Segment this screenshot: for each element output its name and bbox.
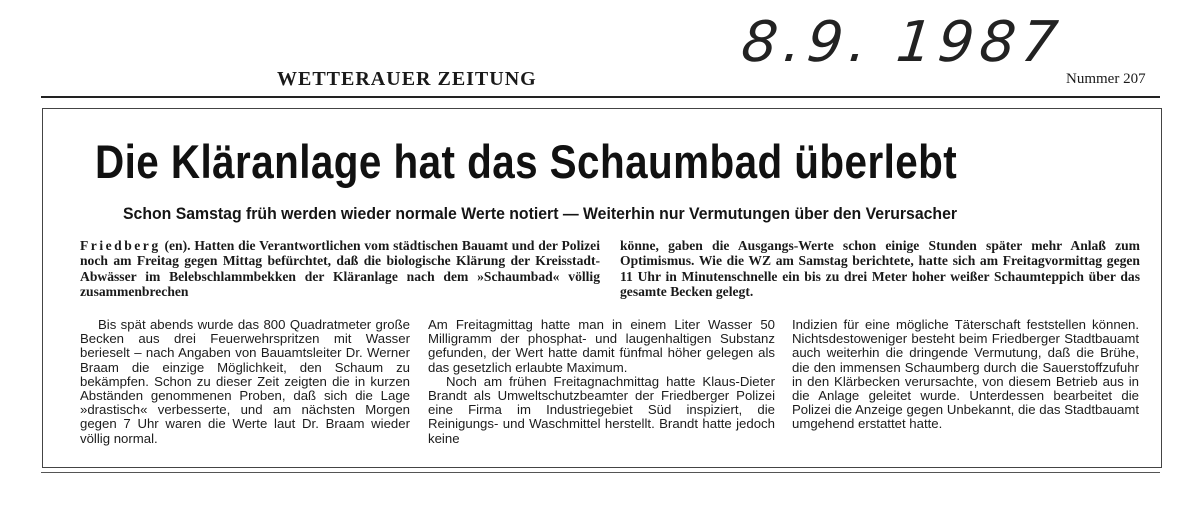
- dateline: Friedberg: [80, 238, 161, 253]
- body-column-1: [80, 318, 410, 446]
- newspaper-masthead: WETTERAUER ZEITUNG: [277, 68, 537, 90]
- issue-number: Nummer 207: [1066, 71, 1146, 87]
- lead-paragraph-left: [80, 238, 600, 300]
- body-column-2: [428, 318, 775, 446]
- body-paragraph: Bis spät abends wurde das 800 Quadratmeter große Becken aus drei Feuerwehrspritzen mit Wasser berieselt – nach Angaben von Bauamtsleiter Dr. Werner Braam die einzige Möglichkeit, den Schaum zu bekämpfen. Schon zu dieser Zeit zeigten die in kurzen Abständen genommenen Proben, daß sich die Lage »drastisch« verbesserte, und am nächsten Morgen gegen 7 Uhr waren die Werte laut Dr. Braam wieder völlig normal.: [80, 317, 410, 446]
- handwritten-date: 8.9. 1987: [738, 10, 1067, 75]
- body-paragraph: Am Freitagmittag hatte man in einem Liter Wasser 50 Milligramm der phosphat- und laugenhaltigen Substanz gefunden, der Wert hatte damit fünfmal höher gelegen als das gesetzlich erlaubte Maximum.: [428, 317, 775, 375]
- body-paragraph: Noch am frühen Freitagnachmittag hatte Klaus-Dieter Brandt als Umweltschutzbeamter der Friedberger Polizei eine Firma im Industriegebiet Süd inspiziert, die Reinigungs- und Waschmittel herstellt. Brandt hatte jedoch keine: [428, 373, 775, 446]
- lead-text-left: (en). Hatten die Verantwortlichen vom städtischen Bauamt und der Polizei noch am Freitag gegen Mittag befürchtet, daß die biologische Klärung der Kreisstadt-Abwässer im Belebschlammbekken der Kläranlage nach dem »Schaumbad« völlig zusammenbrechen: [80, 238, 600, 300]
- lead-paragraph-right: könne, gaben die Ausgangs-Werte schon einige Stunden später mehr Anlaß zum Optimismus. Wie die WZ am Samstag berichtete, hatte sich am Freitagvormittag gegen 11 Uhr in Minutenschnelle ein bis zu drei Meter hoher weißer Schaumteppich über das gesamte Becken gelegt.: [620, 238, 1140, 300]
- body-column-3: [792, 318, 1139, 432]
- article-subheadline: Schon Samstag früh werden wieder normale Werte notiert — Weiterhin nur Vermutungen über den Verursacher: [123, 204, 958, 223]
- body-paragraph: Indizien für eine mögliche Täterschaft feststellen können. Nichtsdestoweniger besteht beim Friedberger Stadtbauamt auch weiterhin die dringende Vermutung, daß die Brühe, die den immensen Schaumberg durch die Sauerstoffzufuhr in den Klärbecken verursachte, von diesem Betrieb aus in die Anlage geleitet wurde. Unterdessen bearbeitet die Polizei die Anzeige gegen Unbekannt, die das Stadtbauamt umgehend erstattet hatte.: [792, 317, 1139, 432]
- masthead-rule: [41, 96, 1160, 98]
- article-headline: Die Kläranlage hat das Schaumbad überlebt: [95, 135, 958, 188]
- bottom-rule: [41, 472, 1160, 473]
